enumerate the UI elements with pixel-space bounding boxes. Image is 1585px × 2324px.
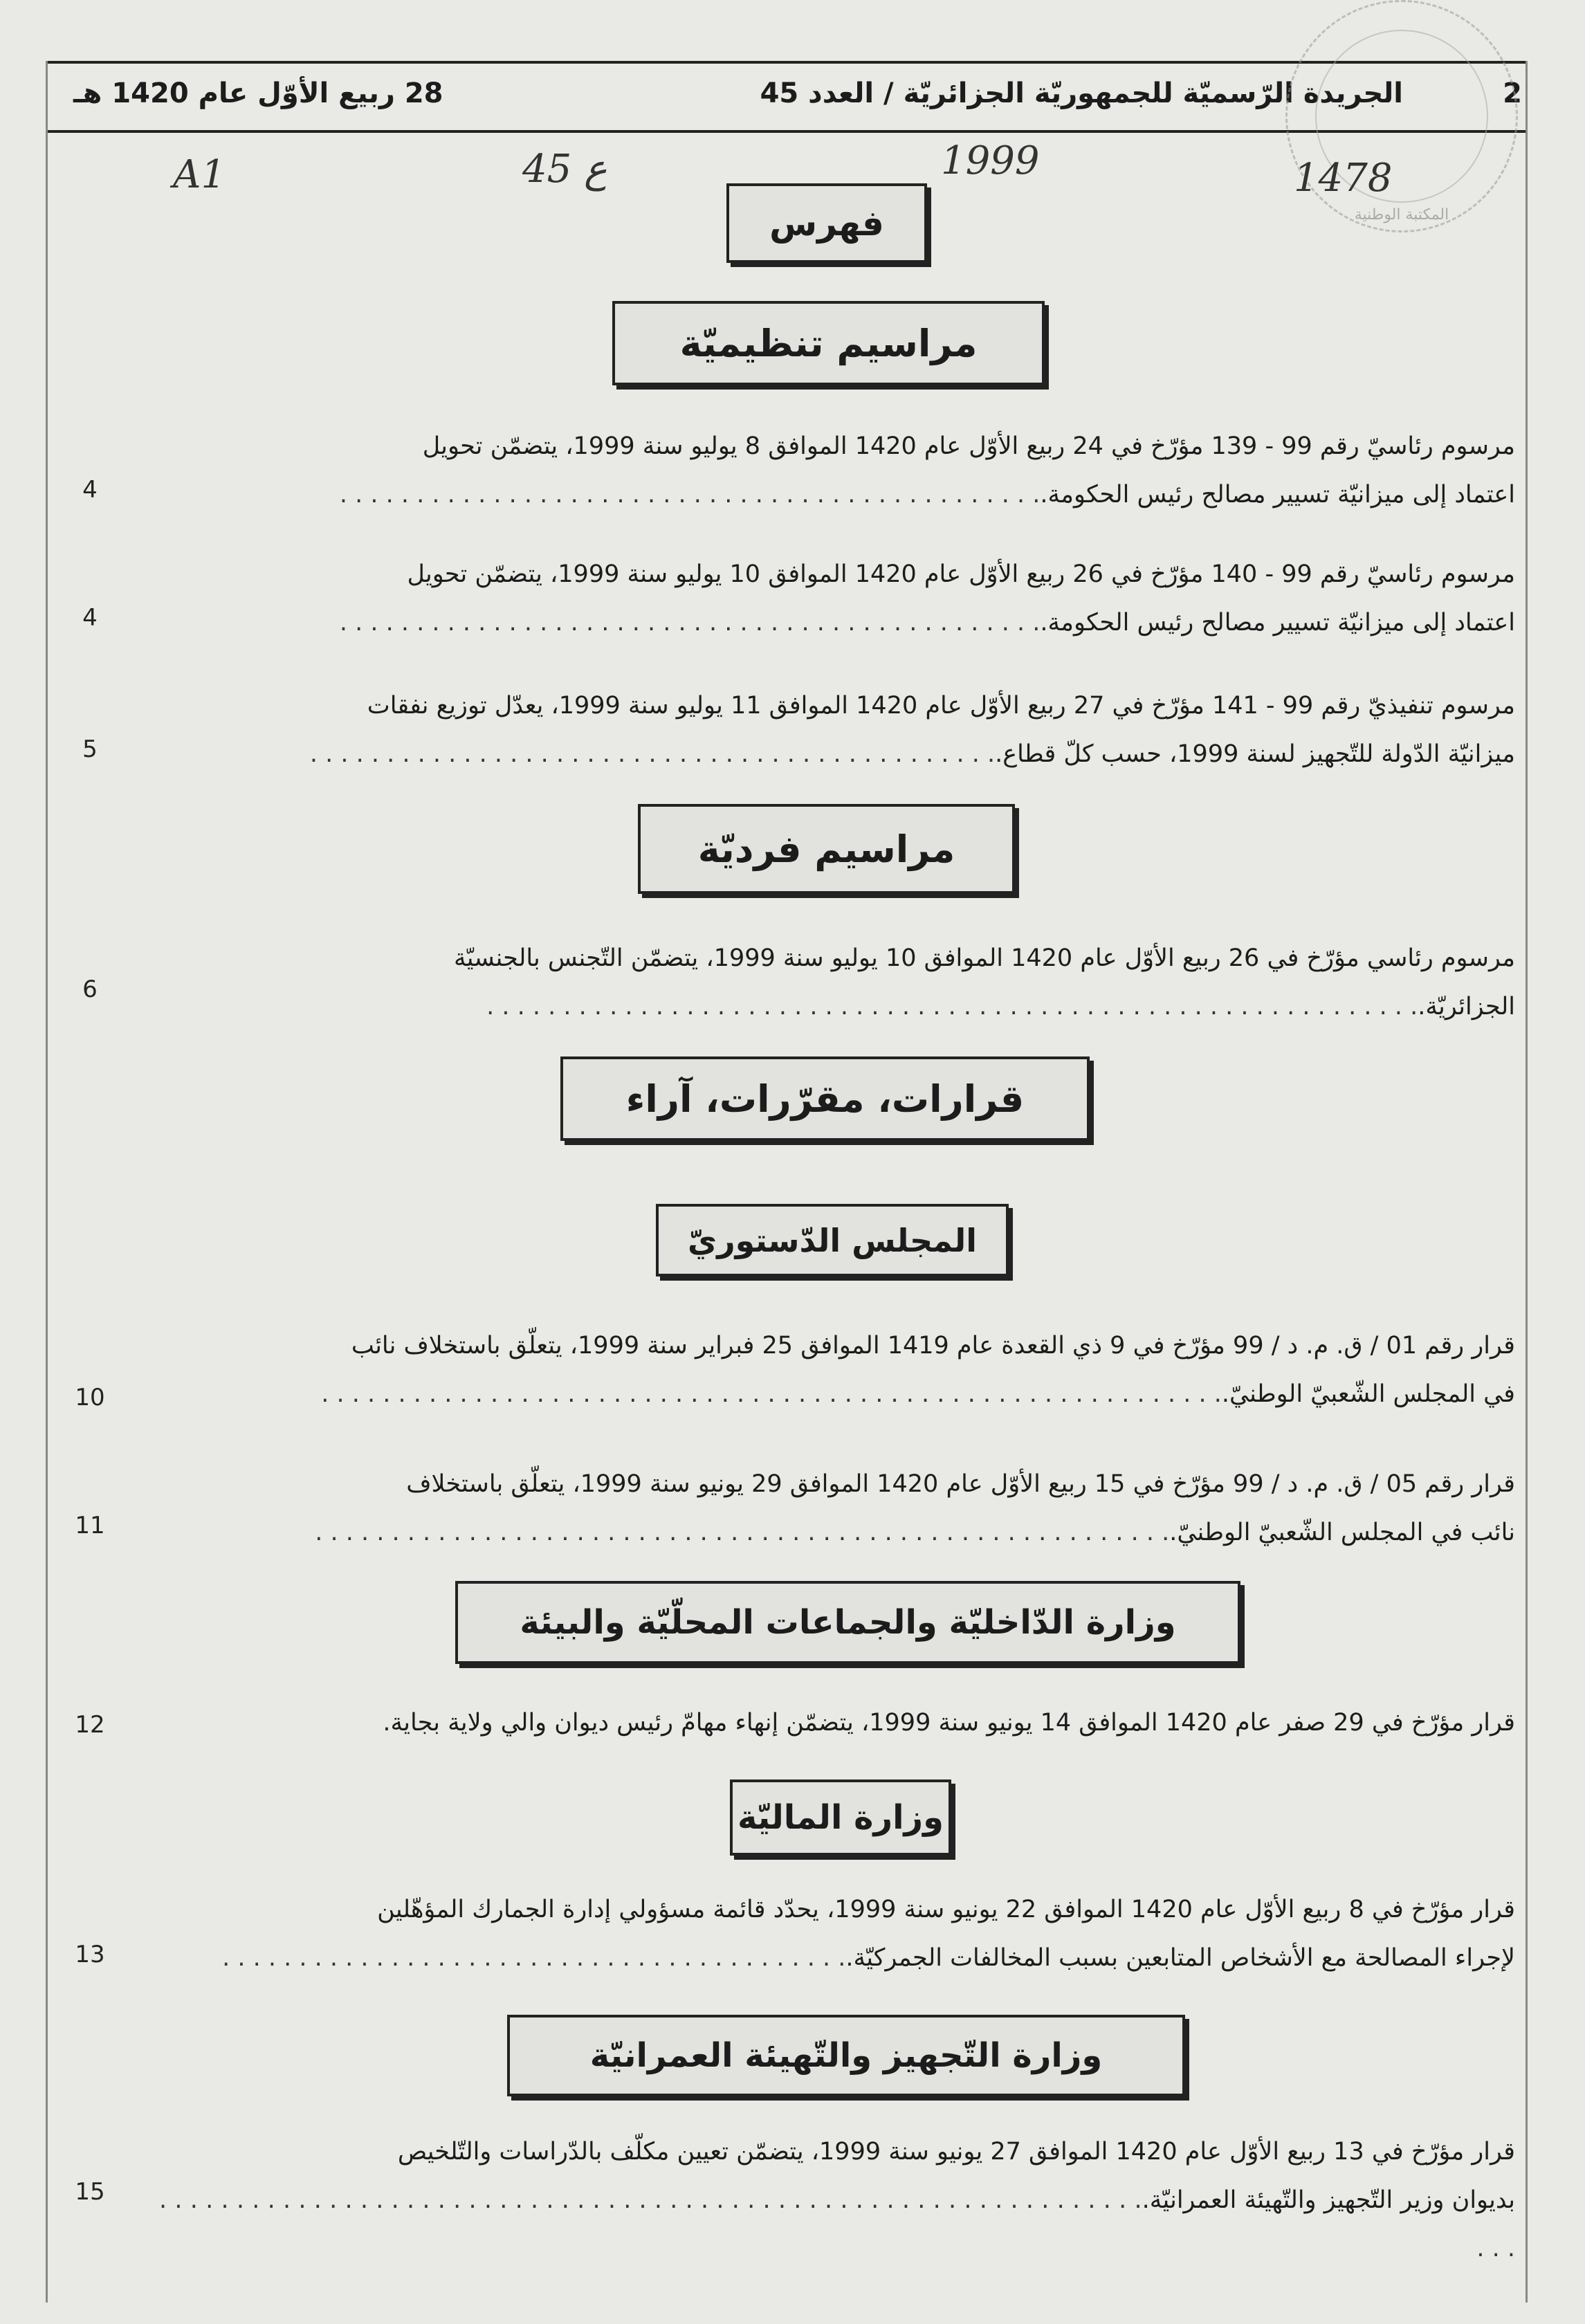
- header-hijri-date: 28 ربيع الأوّل عام 1420 هـ: [73, 77, 443, 109]
- left-border-line: [46, 61, 48, 2303]
- toc-title-text: فهرس: [769, 203, 884, 244]
- entry-line: نائب في المجلس الشّعبيّ الوطنيّ.: [1169, 1519, 1515, 1546]
- toc-entry: [159, 550, 1515, 647]
- section-heading-decisions-opinions: [560, 1056, 1090, 1141]
- entry-line-2: [159, 730, 1515, 778]
- subheading-constitutional-council: [656, 1204, 1009, 1277]
- toc-entry: [159, 2128, 1515, 2273]
- entry-page-number: 12: [75, 1711, 105, 1739]
- entry-page-number: 13: [75, 1941, 105, 1968]
- entry-line: مرسوم رئاسيّ رقم 99 - 140 مؤرّخ في 26 ربيع الأوّل عام 1420 الموافق 10 يوليو سنة 1999، يتضمّن تحويل: [407, 560, 1515, 588]
- entry-line-2: [159, 2176, 1515, 2273]
- right-border-line: [1526, 61, 1528, 2303]
- handwritten-mark: 45 ع: [522, 147, 607, 192]
- toc-entry: [159, 1699, 1515, 1747]
- entry-line: مرسوم رئاسي مؤرّخ في 26 ربيع الأوّل عام 1420 الموافق 10 يوليو سنة 1999، يتضمّن التّجنس بالجنسيّة: [454, 944, 1515, 972]
- toc-entry: [159, 422, 1515, 519]
- entry-page-number: 4: [82, 604, 98, 632]
- section-heading-regulatory-decrees: [612, 301, 1045, 385]
- entry-line-2: [159, 982, 1515, 1031]
- entry-page-number: 4: [82, 476, 98, 504]
- entry-line-2: [159, 1370, 1515, 1418]
- entry-line: قرار مؤرّخ في 29 صفر عام 1420 الموافق 14 يونيو سنة 1999، يتضمّن إنهاء مهامّ رئيس ديوان والي ولاية بجاية.: [383, 1709, 1515, 1737]
- leader-dots: . . . . . . . . . . . . . . . . . . . . . . . . . . . . . . . . . . . . . . . . . . . . . . . . . . . . . . . . . . . . . . . . . . .: [159, 2186, 1515, 2262]
- entry-page-number: 5: [82, 735, 98, 763]
- entry-line-2: [159, 1508, 1515, 1557]
- toc-title: [726, 183, 927, 263]
- entry-page-number: 10: [75, 1384, 105, 1411]
- header-page-number: 2: [1503, 77, 1522, 109]
- toc-entry: [159, 1321, 1515, 1418]
- entry-line: مرسوم رئاسيّ رقم 99 - 139 مؤرّخ في 24 ربيع الأوّل عام 1420 الموافق 8 يوليو سنة 1999، يتضمّن تحويل: [422, 432, 1515, 460]
- entry-line-2: [159, 1934, 1515, 1982]
- toc-entry: [159, 1885, 1515, 1982]
- handwritten-code: A1: [173, 152, 226, 197]
- toc-entry: [159, 1460, 1515, 1557]
- entry-line: قرار رقم 05 / ق. م. د / 99 مؤرّخ في 15 ربيع الأوّل عام 1420 الموافق 29 يونيو سنة 1999، يتعلّق باستخلاف: [406, 1470, 1515, 1498]
- toc-entry: [159, 934, 1515, 1031]
- entry-line: بديوان وزير التّجهيز والتّهيئة العمرانيّة.: [1142, 2186, 1515, 2214]
- leader-dots: . . . . . . . . . . . . . . . . . . . . . . . . . . . . . . . . . . . . . . . . . . . . .: [309, 740, 996, 768]
- toc-entry: [159, 681, 1515, 778]
- entry-page-number: 6: [82, 976, 98, 1003]
- entry-line: مرسوم تنفيذيّ رقم 99 - 141 مؤرّخ في 27 ربيع الأوّل عام 1420 الموافق 11 يوليو سنة 1999، يعدّل توزيع نفقات: [367, 692, 1515, 720]
- subheading-text: المجلس الدّستوريّ: [688, 1221, 977, 1259]
- section-heading-text: وزارة الدّاخليّة والجماعات المحلّيّة والبيئة: [520, 1603, 1176, 1642]
- leader-dots: . . . . . . . . . . . . . . . . . . . . . . . . . . . . . . . . . . . . . . . . . . . . . . . . . . . . . . . . . . .: [321, 1380, 1222, 1408]
- leader-dots: . . . . . . . . . . . . . . . . . . . . . . . . . . . . . . . . . . . . . . . . . . . . . .: [339, 481, 1041, 509]
- entry-line: في المجلس الشّعبيّ الوطنيّ.: [1221, 1380, 1515, 1408]
- section-heading-ministry-equipment: [507, 2015, 1185, 2096]
- leader-dots: . . . . . . . . . . . . . . . . . . . . . . . . . . . . . . . . . . . . . . . . . . . . . . . . . . . . . . . .: [315, 1519, 1170, 1546]
- entry-line: قرار مؤرّخ في 13 ربيع الأوّل عام 1420 الموافق 27 يونيو سنة 1999، يتضمّن تعيين مكلّف بالدّراسات والتّلخيص: [397, 2138, 1515, 2166]
- entry-line-2: [159, 598, 1515, 647]
- section-heading-text: قرارات، مقرّرات، آراء: [625, 1077, 1025, 1121]
- entry-line: اعتماد إلى ميزانيّة تسيير مصالح رئيس الحكومة.: [1040, 609, 1515, 637]
- entry-line: قرار مؤرّخ في 8 ربيع الأوّل عام 1420 الموافق 22 يونيو سنة 1999، يحدّد قائمة مسؤولي إدارة الجمارك المؤهّلين: [377, 1896, 1515, 1923]
- entry-line: ميزانيّة الدّولة للتّجهيز لسنة 1999، حسب كلّ قطاع.: [995, 740, 1515, 768]
- section-heading-text: مراسيم فرديّة: [697, 827, 955, 871]
- entry-page-number: 11: [75, 1512, 105, 1539]
- leader-dots: . . . . . . . . . . . . . . . . . . . . . . . . . . . . . . . . . . . . . . . . .: [222, 1944, 846, 1972]
- leader-dots: . . . . . . . . . . . . . . . . . . . . . . . . . . . . . . . . . . . . . . . . . . . . . .: [339, 609, 1041, 637]
- handwritten-year: 1999: [941, 138, 1040, 183]
- entry-line-2: [159, 470, 1515, 519]
- section-heading-ministry-interior: [455, 1581, 1240, 1664]
- leader-dots: . . . . . . . . . . . . . . . . . . . . . . . . . . . . . . . . . . . . . . . . . . . . . . . . . . . . . . . . . . . . .: [486, 993, 1418, 1021]
- section-heading-text: مراسيم تنظيميّة: [679, 321, 978, 365]
- entry-line: لإجراء المصالحة مع الأشخاص المتابعين بسبب المخالفات الجمركيّة.: [845, 1944, 1515, 1972]
- section-heading-individual-decrees: [638, 804, 1015, 894]
- entry-page-number: 15: [75, 2178, 105, 2206]
- section-heading-text: وزارة الماليّة: [737, 1798, 944, 1837]
- header-journal-title: الجريدة الرّسميّة للجمهوريّة الجزائريّة / العدد 45: [760, 77, 1403, 109]
- stamp-text: المكتبة الوطنية: [1354, 206, 1449, 223]
- section-heading-ministry-finance: [730, 1779, 951, 1856]
- entry-line: الجزائريّة.: [1418, 993, 1515, 1021]
- handwritten-number: 1478: [1294, 156, 1393, 201]
- entry-line: اعتماد إلى ميزانيّة تسيير مصالح رئيس الحكومة.: [1040, 481, 1515, 509]
- section-heading-text: وزارة التّجهيز والتّهيئة العمرانيّة: [589, 2036, 1103, 2075]
- entry-line: قرار رقم 01 / ق. م. د / 99 مؤرّخ في 9 ذي القعدة عام 1419 الموافق 25 فبراير سنة 1999، يتعلّق باستخلاف نائب: [351, 1332, 1515, 1360]
